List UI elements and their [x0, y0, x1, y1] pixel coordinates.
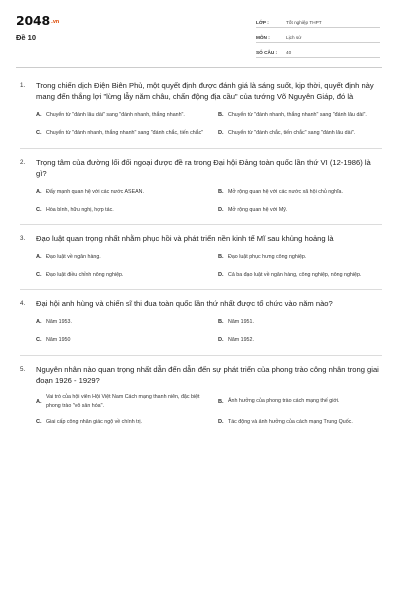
question-number: 5.	[20, 365, 26, 373]
option-text: Năm 1952.	[228, 337, 254, 344]
option-b[interactable]	[218, 393, 392, 409]
option-letter: B.	[218, 112, 224, 119]
question-text: Nguyên nhân nào quan trọng nhất dẫn đến dẫn đến sự phát triển của phong trào công nhân trong giai đoạn 1926 - 1929?	[36, 364, 379, 386]
meta-value: Lịch sử	[286, 35, 302, 40]
option-a[interactable]	[36, 186, 210, 197]
option-text: Vai trò của hội viên Hội Việt Nam Cách mạng thanh niên, đặc biệt phong trào "vô sản hóa".	[46, 394, 200, 409]
option-d[interactable]	[218, 204, 392, 215]
option-letter: B.	[218, 398, 224, 405]
question-3	[20, 233, 382, 280]
question-divider	[20, 289, 382, 290]
option-b[interactable]	[218, 110, 392, 121]
question-5	[20, 364, 382, 428]
option-letter: D.	[218, 130, 224, 137]
option-a[interactable]	[36, 251, 210, 262]
question-number: 4.	[20, 300, 26, 308]
option-d[interactable]	[218, 417, 392, 428]
option-letter: B.	[218, 253, 224, 260]
exam-meta	[256, 15, 380, 60]
question-divider	[20, 355, 382, 356]
option-letter: D.	[218, 271, 224, 278]
option-d[interactable]	[218, 335, 392, 346]
option-letter: D.	[218, 337, 224, 344]
meta-value: 40	[286, 50, 292, 55]
option-letter: A.	[36, 398, 42, 405]
option-c[interactable]	[36, 269, 210, 280]
option-text: Chuyển từ "đánh nhanh, thắng nhanh" sang "đánh lâu dài".	[228, 111, 367, 118]
option-text: Mở rộng quan hệ với Mỹ.	[228, 206, 288, 213]
meta-key: SỐ CÂU :	[256, 50, 278, 55]
question-text: Đạo luật quan trọng nhất nhằm phục hồi và phát triển nền kinh tế Mĩ sau khủng hoảng là	[36, 234, 334, 244]
option-d[interactable]	[218, 269, 392, 280]
option-letter: C.	[36, 206, 42, 213]
option-letter: B.	[218, 319, 224, 326]
question-list	[20, 80, 382, 428]
option-d[interactable]	[218, 128, 392, 139]
option-letter: A.	[36, 112, 42, 119]
option-text: Chuyển từ "đánh nhanh, thắng nhanh" sang "đánh chắc, tiến chắc"	[46, 129, 204, 136]
option-letter: A.	[36, 319, 42, 326]
option-text: Đạo luật điều chỉnh nông nghiệp.	[46, 271, 124, 278]
option-letter: D.	[218, 419, 224, 426]
option-text: Chuyển từ "đánh chắc, tiến chắc" sang "đánh lâu dài".	[228, 129, 356, 136]
option-c[interactable]	[36, 204, 210, 215]
question-number: 1.	[20, 82, 26, 89]
option-letter: C.	[36, 337, 42, 344]
header-divider	[16, 67, 382, 68]
option-letter: B.	[218, 188, 224, 195]
meta-key: LỚP :	[256, 20, 269, 25]
answer-options	[36, 186, 382, 215]
option-letter: A.	[36, 253, 42, 260]
option-c[interactable]	[36, 417, 210, 428]
option-text: Đạo luật về ngân hàng.	[46, 253, 101, 260]
answer-options	[36, 110, 382, 139]
option-text: Đạo luật phục hưng công nghiệp.	[228, 253, 307, 260]
question-number: 3.	[20, 235, 26, 243]
logo-domain: .vn	[51, 19, 60, 25]
option-letter: A.	[36, 188, 42, 195]
meta-value: Tốt nghiệp THPT	[286, 20, 322, 25]
option-text: Năm 1950	[46, 337, 71, 344]
question-text: Trong chiến dịch Điện Biên Phủ, một quyết định được đánh giá là sáng suốt, kịp thời, quyết định này mang đến thắng lợi "lừng lẫy năm châu, chấn động địa cầu" của tướng Võ Nguyên Giáp, đó là	[36, 81, 374, 102]
option-b[interactable]	[218, 317, 392, 328]
exam-header	[0, 0, 400, 72]
option-b[interactable]	[218, 186, 392, 197]
answer-options	[36, 251, 382, 280]
option-letter: C.	[36, 271, 42, 278]
option-text: Năm 1953.	[46, 319, 72, 326]
question-text: Đại hội anh hùng và chiến sĩ thi đua toàn quốc lần thứ nhất được tổ chức vào năm nào?	[36, 299, 333, 309]
question-1	[20, 80, 382, 139]
option-letter: C.	[36, 130, 42, 137]
option-text: Cả ba đạo luật về ngân hàng, công nghiệp, nông nghiệp.	[228, 271, 362, 278]
answer-options	[36, 393, 382, 427]
option-text: Ảnh hưởng của phong trào cách mạng thế giới.	[228, 398, 340, 405]
option-b[interactable]	[218, 251, 392, 262]
option-a[interactable]	[36, 317, 210, 328]
logo-text: 2048	[16, 13, 50, 28]
option-text: Hòa bình, hữu nghị, hợp tác.	[46, 206, 114, 213]
meta-row-subject	[256, 30, 380, 43]
option-c[interactable]	[36, 128, 210, 139]
option-text: Tác động và ảnh hưởng của cách mạng Trung Quốc.	[228, 419, 353, 426]
question-text: Trọng tâm của đường lối đối ngoại được đề ra trong Đại hội Đảng toàn quốc lần thứ VI (12-1986) là gì?	[36, 157, 371, 178]
option-text: Đẩy mạnh quan hệ với các nước ASEAN.	[46, 188, 144, 195]
meta-row-question-count	[256, 45, 380, 58]
answer-options	[36, 317, 382, 346]
option-text: Năm 1951.	[228, 319, 254, 326]
site-logo[interactable]	[16, 13, 59, 28]
question-2	[20, 157, 382, 216]
question-divider	[20, 148, 382, 149]
exam-title: Đề 10	[16, 33, 37, 42]
meta-row-class	[256, 15, 380, 28]
option-a[interactable]	[36, 110, 210, 121]
question-number: 2.	[20, 158, 26, 166]
option-a[interactable]	[36, 393, 210, 409]
question-divider	[20, 224, 382, 225]
option-text: Mở rộng quan hệ với các nước xã hội chủ nghĩa.	[228, 188, 343, 195]
option-text: Giai cấp công nhân giác ngộ về chính trị.	[46, 419, 142, 426]
option-letter: C.	[36, 419, 42, 426]
meta-key: MÔN :	[256, 35, 270, 40]
question-4	[20, 298, 382, 345]
option-letter: D.	[218, 206, 224, 213]
option-text: Chuyển từ "đánh lâu dài" sang "đánh nhanh, thắng nhanh".	[46, 111, 185, 118]
option-c[interactable]	[36, 335, 210, 346]
